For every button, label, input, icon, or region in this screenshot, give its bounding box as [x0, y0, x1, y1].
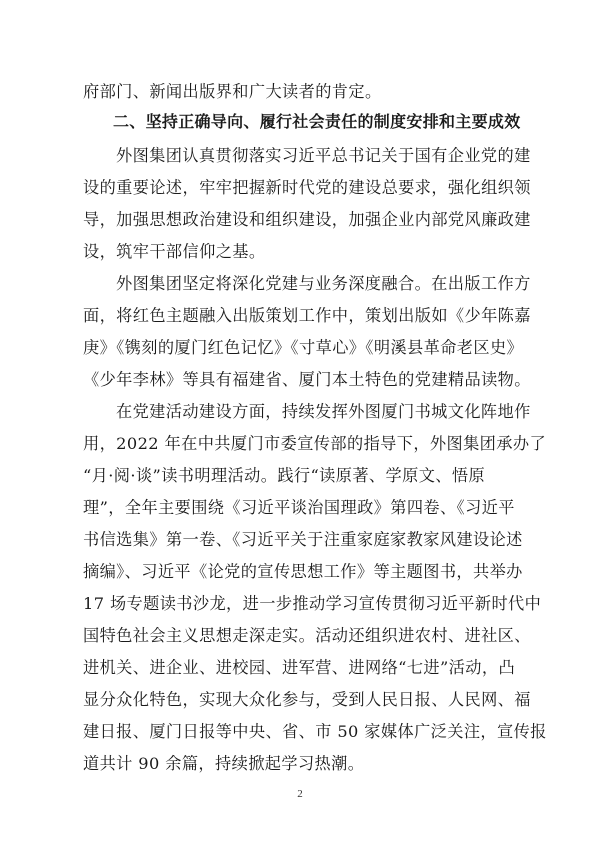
body-line: 书信选集》第一卷、《习近平关于注重家庭家教家风建设论述 — [83, 530, 523, 549]
body-line: 外图集团坚定将深化党建与业务深度融合。在出版工作方 — [116, 274, 531, 293]
body-line: 导，加强思想政治建设和组织建设，加强企业内部党风廉政建 — [83, 210, 531, 229]
body-line: 道共计 90 余篇，持续掀起学习热潮。 — [83, 754, 365, 773]
body-line: 设，筑牢干部信仰之基。 — [83, 242, 266, 261]
body-line: 《少年李林》等具有福建省、厦门本土特色的党建精品读物。 — [83, 370, 531, 389]
body-line: 用，2022 年在中共厦门市委宣传部的指导下，外图集团承办了 — [83, 434, 547, 453]
page-number: 2 — [297, 788, 303, 800]
body-line: 庚》《镌刻的厦门红色记忆》《寸草心》《明溪县革命老区史》 — [83, 338, 524, 357]
section-heading: 二、坚持正确导向、履行社会责任的制度安排和主要成效 — [113, 112, 521, 131]
body-line: 摘编》、习近平《论党的宣传思想工作》等主题图书，共举办 — [83, 562, 523, 581]
body-line: 府部门、新闻出版界和广大读者的肯定。 — [83, 82, 382, 101]
body-line: “月·阅·谈”读书明理活动。践行“读原著、学原文、悟原 — [83, 466, 486, 485]
body-line: 建日报、厦门日报等中央、省、市 50 家媒体广泛关注，宣传报 — [83, 722, 547, 741]
body-line: 显分众化特色，实现大众化参与，受到人民日报、人民网、福 — [83, 690, 531, 709]
body-line: 进机关、进企业、进校园、进军营、进网络“七进”活动，凸 — [83, 658, 516, 677]
body-line: 理”，全年主要围绕《习近平谈治国理政》第四卷、《习近平 — [83, 498, 515, 517]
body-line: 面，将红色主题融入出版策划工作中，策划出版如《少年陈嘉 — [83, 306, 531, 325]
body-line: 17 场专题读书沙龙，进一步推动学习宣传贯彻习近平新时代中 — [83, 594, 542, 613]
body-line: 设的重要论述，牢牢把握新时代党的建设总要求，强化组织领 — [83, 178, 531, 197]
body-line: 外图集团认真贯彻落实习近平总书记关于国有企业党的建 — [116, 146, 531, 165]
body-line: 国特色社会主义思想走深走实。活动还组织进农村、进社区、 — [83, 626, 531, 645]
body-line: 在党建活动建设方面，持续发挥外图厦门书城文化阵地作 — [116, 402, 531, 421]
